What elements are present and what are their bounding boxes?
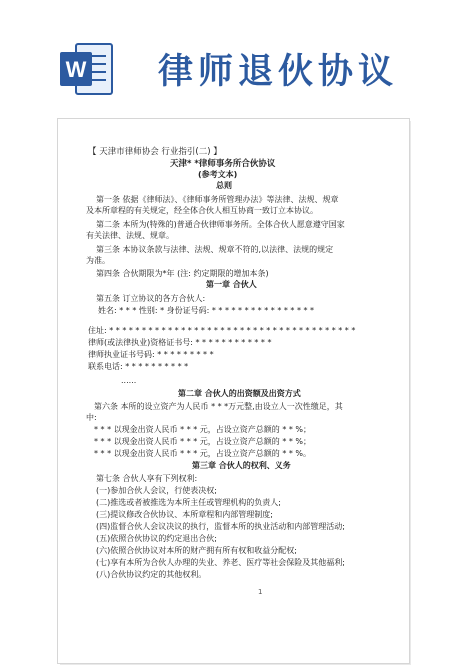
ellipsis: ...... <box>121 376 137 385</box>
chapter-3-title: 第三章 合伙人的权利、义务 <box>192 461 291 470</box>
chapter-1-title: 第一章 合伙人 <box>206 280 257 289</box>
banner-title: 律师退伙协议 <box>158 52 399 92</box>
article-1: 第一条 依据《律师法》、《律师事务所管理办法》等法律、法规、规章 <box>96 195 339 204</box>
article-4: 第四条 合伙期限为*年 (注: 约定期限的增加本条) <box>96 269 269 278</box>
document-subtitle: (参考文本) <box>198 170 238 179</box>
document-title: 天津* *律师事务所合伙协议 <box>170 159 276 169</box>
chapter-2-title: 第二章 合伙人的出资额及出资方式 <box>178 389 301 398</box>
right-item-8: (八)合伙协议约定的其他权利。 <box>96 570 207 579</box>
svg-text:W: W <box>65 57 87 82</box>
article-2-cont: 有关法律、法规、规章。 <box>86 231 174 240</box>
right-item-2: (二)推选或者被推选为本所主任或管理机构的负责人; <box>96 498 281 507</box>
article-7: 第七条 合伙人享有下列权利: <box>96 474 198 483</box>
capital-row-3: * * * 以现金出资人民币 * * * 元，占设立资产总额的 * * %。 <box>94 449 312 458</box>
article-5: 第五条 订立协议的各方合伙人: <box>96 294 206 303</box>
right-item-3: (三)提议修改合伙协议、本所章程和内部管理制度; <box>96 510 273 519</box>
capital-row-2: * * * 以现金出资人民币 * * * 元，占设立资产总额的 * * %； <box>94 437 312 446</box>
right-item-5: (五)依照合伙协议的约定退出合伙; <box>96 534 217 543</box>
article-2: 第二条 本所为(特殊的)普通合伙律师事务所。全体合伙人愿意遵守国家 <box>96 220 345 229</box>
article-6-cont: 中: <box>86 413 97 422</box>
partner-license-row: 律师(或法律执业)资格证书号: * * * * * * * * * * * * <box>88 338 272 347</box>
partner-practice-cert-row: 律师执业证书号码: * * * * * * * * * <box>88 350 214 359</box>
article-3-cont: 为准。 <box>86 256 110 265</box>
article-1-cont: 及本所章程的有关规定，经全体合伙人相互协商一致订立本协议。 <box>86 206 318 215</box>
page-number: 1 <box>258 588 263 596</box>
document-body <box>58 119 409 663</box>
capital-row-1: * * * 以现金出资人民币 * * * 元，占设立资产总额的 * * %； <box>94 425 312 434</box>
word-document-icon <box>58 40 116 98</box>
partner-phone-row: 联系电话: * * * * * * * * * * <box>88 362 189 371</box>
partner-name-row: 姓名: * * * 性别: * 身份证号码: * * * * * * * * * * * * * * * * <box>98 306 315 315</box>
banner <box>0 0 474 118</box>
right-item-6: (六)依照合伙协议对本所的财产拥有所有权和收益分配权; <box>96 546 297 555</box>
partner-address-row: 住址: * * * * * * * * * * * * * * * * * * * * * * * * * * * * * * * * * * * * * * <box>88 326 356 335</box>
right-item-4: (四)监督合伙人会议决议的执行，监督本所的执业活动和内部管理活动; <box>96 522 345 531</box>
article-6: 第六条 本所的设立资产为人民币 * * *万元整,由设立人一次性缴足，其 <box>94 402 343 411</box>
section-general: 总则 <box>216 181 232 190</box>
right-item-1: (一)参加合伙人会议，行使表决权; <box>96 486 217 495</box>
document-page <box>57 118 410 664</box>
right-item-7: (七)享有本所为合伙人办理的失业、养老、医疗等社会保险及其他福利; <box>96 558 345 567</box>
source-line: 【 天津市律师协会 行业指引(二) 】 <box>88 147 222 157</box>
article-3: 第三条 本协议条款与法律、法规、规章不符的,以法律、法规的规定 <box>96 245 334 254</box>
